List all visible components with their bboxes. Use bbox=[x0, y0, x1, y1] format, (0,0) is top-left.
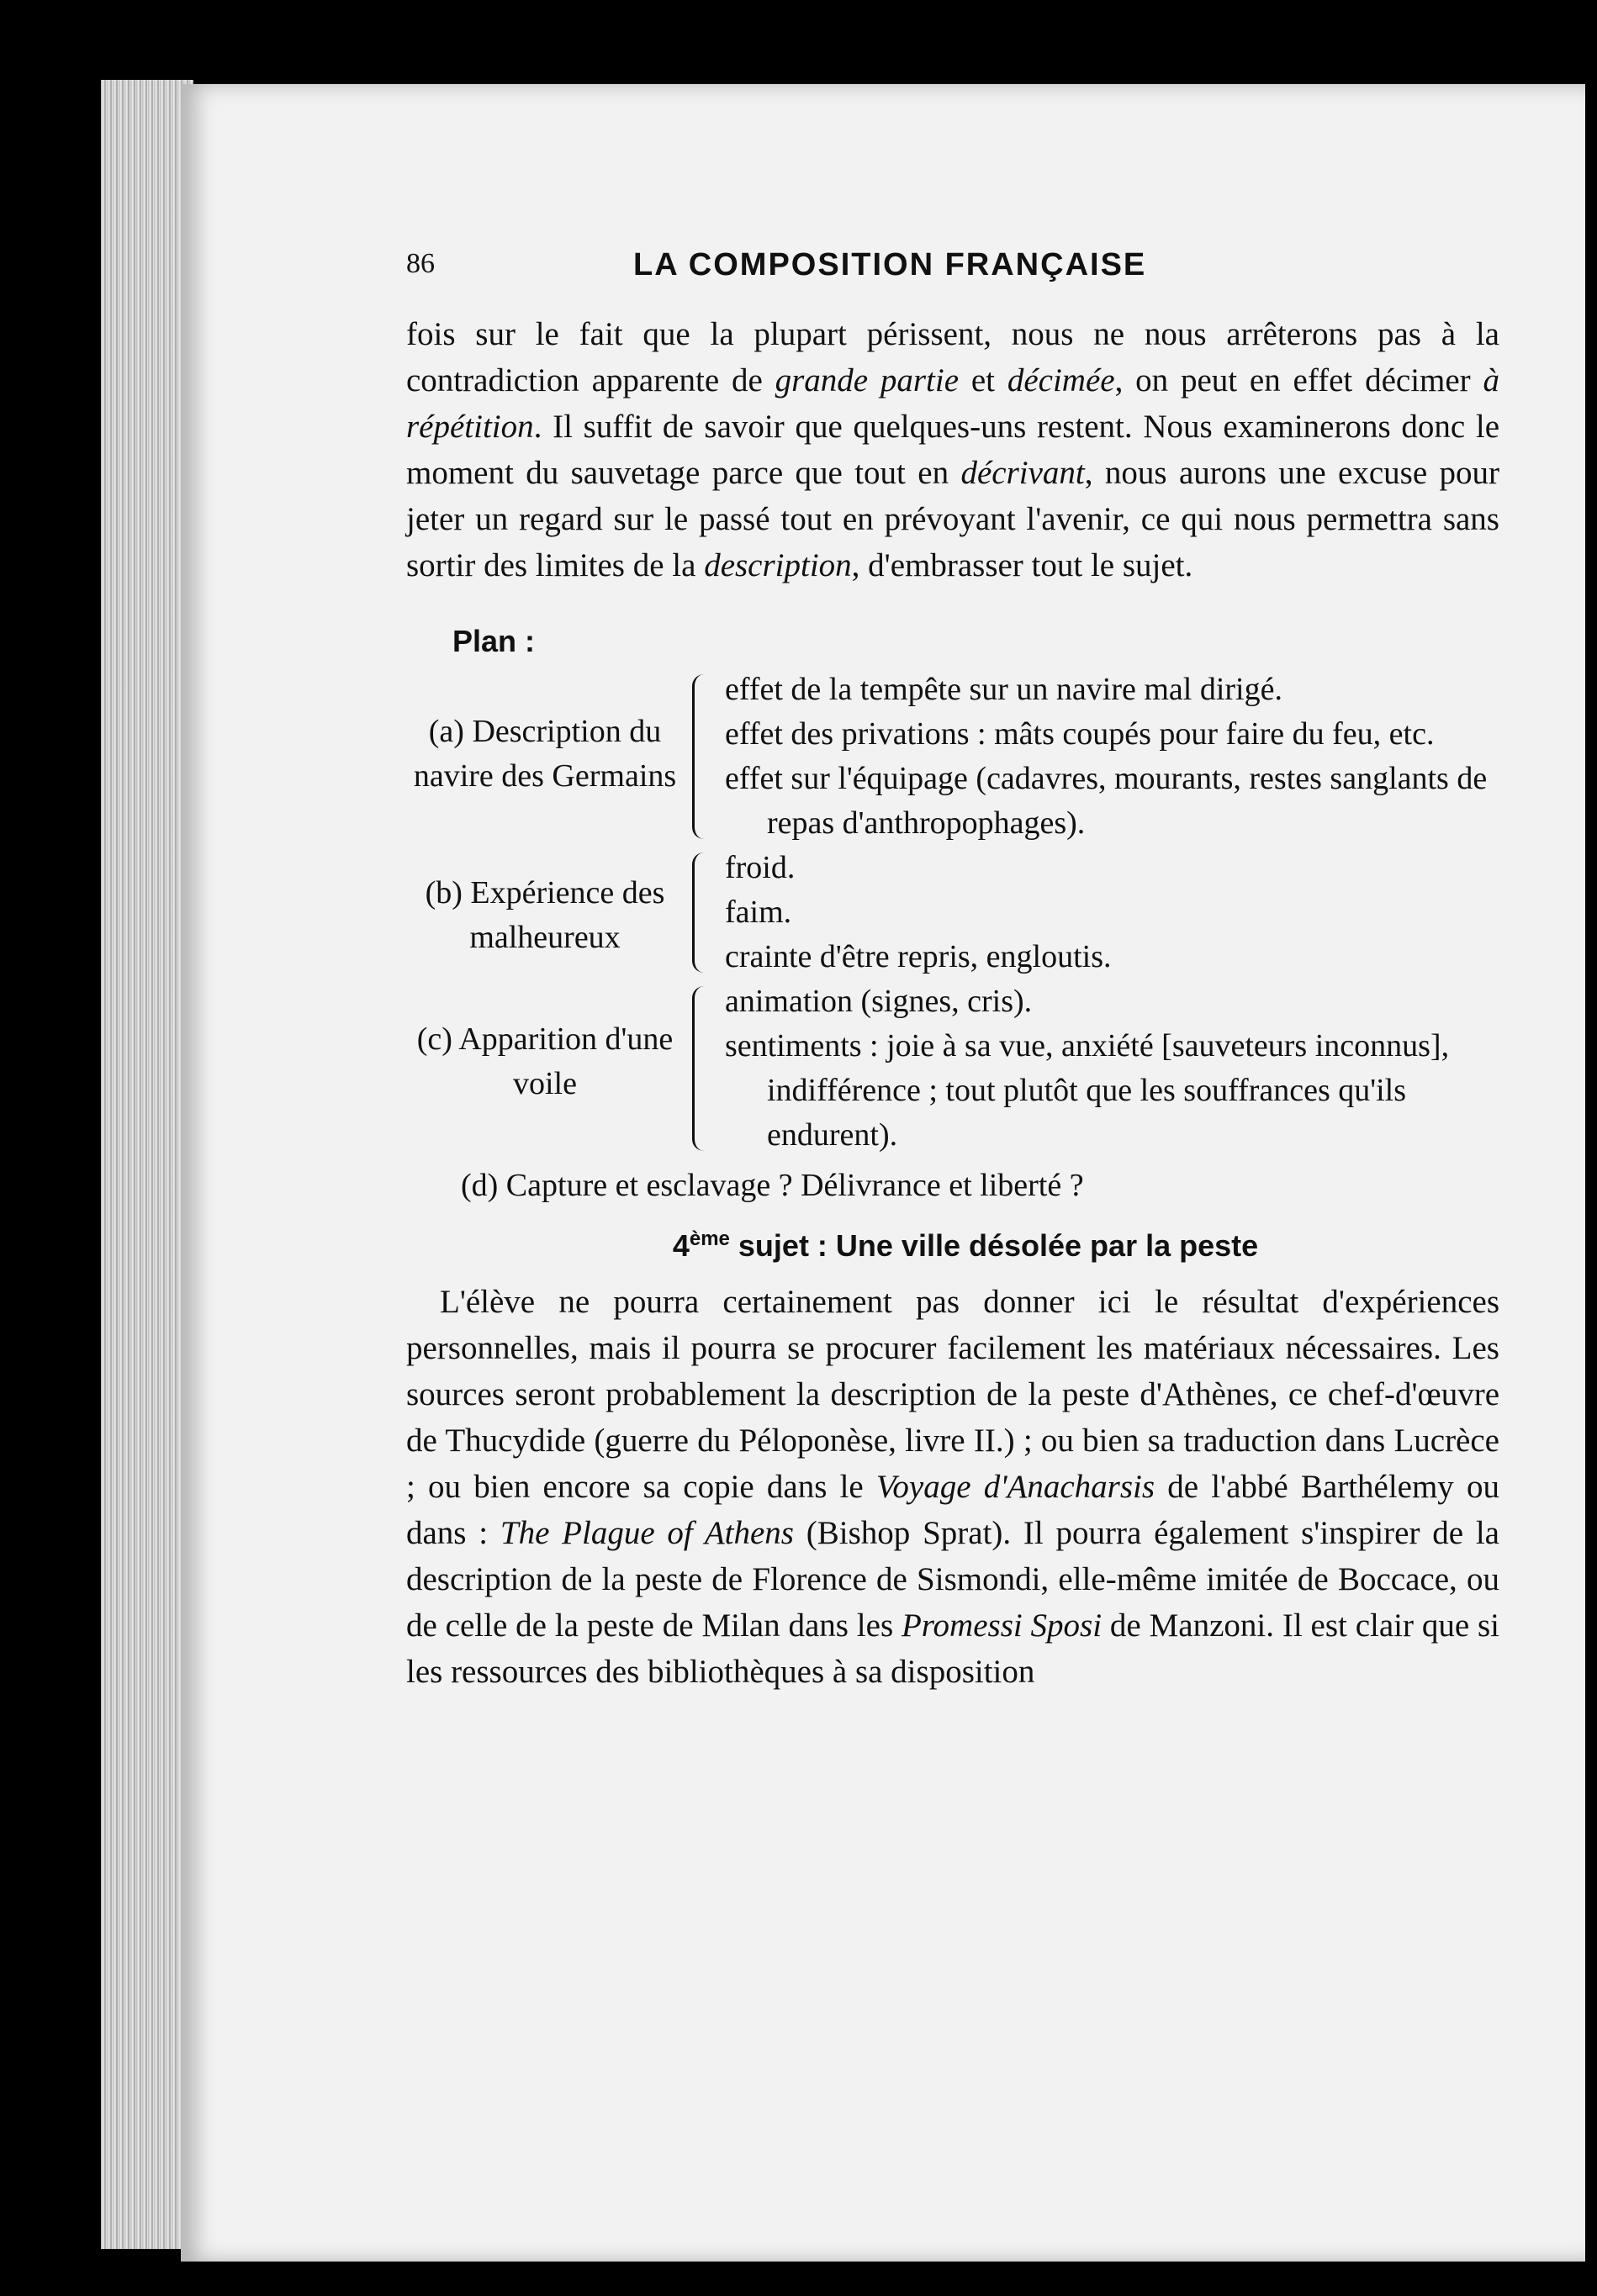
italic-title: Voyage d'Anacharsis bbox=[875, 1469, 1155, 1505]
text-run: fois sur le fait que la plupart périssent, nous ne nous arrêterons pas à la contradiction apparente de bbox=[406, 316, 1499, 399]
page-number: 86 bbox=[406, 248, 435, 279]
text-run: , nous aurons une excuse pour jeter un regard sur le passé tout en prévoyant l'avenir, ce qui nous permettra sans sortir des limites de la bbox=[406, 455, 1499, 583]
brace-icon bbox=[692, 986, 718, 1151]
italic-title: Promessi Sposi bbox=[901, 1607, 1103, 1644]
brace-icon bbox=[692, 674, 718, 839]
subject-heading bbox=[406, 1227, 1499, 1264]
italic-title: The Plague of Athens bbox=[500, 1515, 794, 1551]
text-run: . Il suffit de savoir que quelques-uns restent. Nous examinerons donc le moment du sauvetage parce que tout en bbox=[406, 409, 1499, 491]
plan-item: sentiments : joie à sa vue, anxiété [sauveteurs inconnus], indifférence ; tout plutôt que les souffrances qu'ils endurent). bbox=[725, 1028, 1450, 1153]
text-run: de Manzoni. Il est clair que si les ressources des bibliothèques à sa disposition bbox=[406, 1607, 1500, 1690]
plan-item: effet sur l'équipage (cadavres, mourants, restes sanglants de repas d'anthropophages). bbox=[725, 761, 1488, 841]
plan-item: crainte d'être repris, engloutis. bbox=[725, 939, 1112, 974]
page-header bbox=[406, 244, 1499, 311]
italic-term: description bbox=[704, 547, 852, 583]
text-run: L'élève ne pourra certainement pas donner ici le résultat d'expériences personnelles, mais il pourra se procurer facilement les matériaux nécessaires. Les sources seront probablement la description de la peste d'Athènes, ce chef-d'œuvre de Thucydide (guerre du Péloponèse, livre II.) ; ou bien sa traduction dans Lucrèce ; ou bien encore sa copie dans le bbox=[406, 1284, 1499, 1505]
plan-c-label: (c) Apparition d'une voile bbox=[416, 1021, 674, 1101]
text-run: et bbox=[959, 362, 1007, 399]
plan-section-c bbox=[406, 979, 1499, 1158]
plan-section-a bbox=[406, 668, 1499, 846]
plan-item: effet de la tempête sur un navire mal dirigé. bbox=[725, 672, 1282, 707]
subject-title: sujet : Une ville désolée par la peste bbox=[729, 1228, 1259, 1263]
text-run: de l'abbé Barthélemy ou dans : bbox=[406, 1469, 1499, 1551]
plan-item: froid. bbox=[725, 850, 796, 885]
italic-term: à répétition bbox=[406, 362, 1499, 445]
brace-icon bbox=[692, 852, 718, 973]
plan-a-label: (a) Description du navire des Germains bbox=[413, 714, 677, 794]
body-paragraph bbox=[406, 1279, 1499, 1695]
italic-term: décrivant bbox=[960, 455, 1085, 491]
plan-b-label: (b) Expérience des malheureux bbox=[425, 875, 665, 955]
plan-item: animation (signes, cris). bbox=[725, 984, 1033, 1019]
plan-a-items bbox=[725, 668, 1499, 846]
running-title: LA COMPOSITION FRANÇAISE bbox=[633, 247, 1147, 282]
plan-c-items bbox=[725, 979, 1499, 1158]
plan-section-b bbox=[406, 846, 1499, 979]
subject-number: 4 bbox=[672, 1228, 690, 1263]
text-run: , on peut en effet décimer bbox=[1114, 362, 1483, 399]
plan-item: effet des privations : mâts coupés pour faire du feu, etc. bbox=[725, 716, 1435, 752]
plan-section-d: (d) Capture et esclavage ? Délivrance et liberté ? bbox=[461, 1168, 1084, 1203]
plan-heading: Plan : bbox=[452, 624, 536, 658]
book-page-edges bbox=[101, 80, 193, 2249]
text-run: (Bishop Sprat). Il pourra également s'inspirer de la description de la peste de Florence de Sismondi, elle-même imitée de Boccace, ou de celle de la peste de Milan dans les bbox=[406, 1515, 1499, 1644]
italic-term: décimée bbox=[1007, 362, 1115, 399]
intro-paragraph bbox=[406, 311, 1499, 589]
italic-term: grande partie bbox=[775, 362, 960, 399]
plan-item: faim. bbox=[725, 895, 792, 930]
text-run: , d'embrasser tout le sujet. bbox=[851, 547, 1193, 583]
subject-suffix: ème bbox=[689, 1227, 730, 1250]
page-content bbox=[406, 244, 1499, 1695]
plan-b-items bbox=[725, 846, 1499, 979]
